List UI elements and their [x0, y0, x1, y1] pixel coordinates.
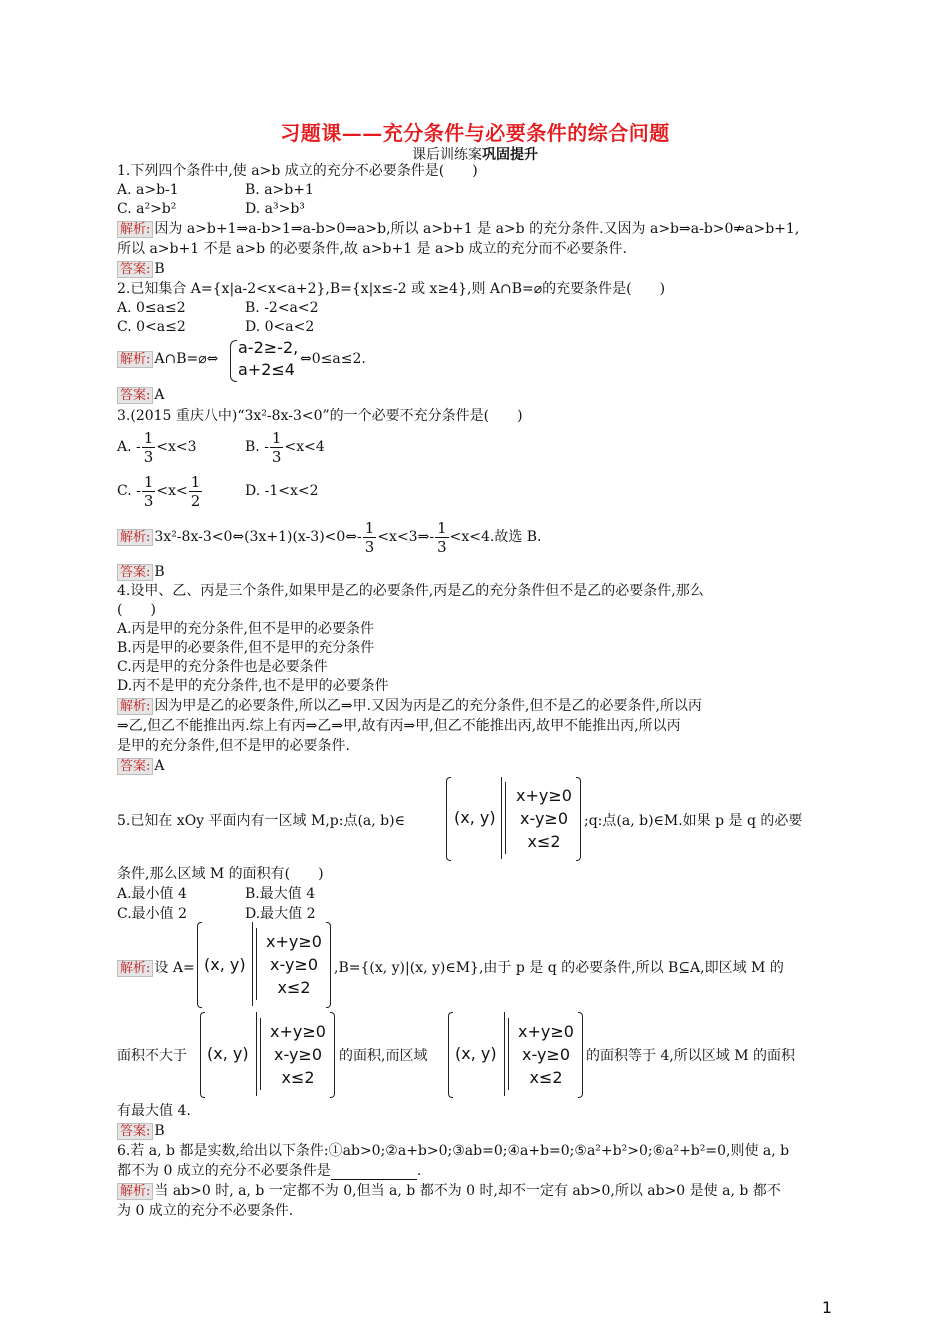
q2-analysis-pre: A∩B=⌀⇔: [154, 351, 219, 367]
q5-option-b: B.最大值 4: [245, 886, 316, 902]
q5-analysis-line1-post: ,B={(x, y)|(x, y)∈M},由于 p 是 q 的必要条件,所以 B⊆A,即区域 M 的: [334, 960, 784, 976]
q2-analysis: [117, 350, 218, 368]
set-close-brace: [578, 1012, 583, 1098]
set-open-brace: [200, 1012, 205, 1098]
answer-label: 答案:: [117, 261, 153, 278]
q1-answer: [117, 260, 165, 278]
q2-answer-value: A: [154, 387, 165, 403]
q4-stem-line1: 4.设甲、乙、丙是三个条件,如果甲是乙的必要条件,丙是乙的充分条件但不是乙的必要条件,那么: [117, 583, 704, 599]
q5-stem-line2: 条件,那么区域 M 的面积有( ): [117, 866, 324, 882]
analysis-label: 解析:: [117, 221, 153, 238]
subtitle-bold: 巩固提升: [482, 147, 538, 163]
q3-stem: 3.(2015 重庆八中)“3x²-8x-3<0”的一个必要不充分条件是( ): [117, 408, 523, 424]
analysis-label: 解析:: [117, 698, 153, 715]
set-bar: [501, 777, 502, 859]
q5-analysis-line3: 有最大值 4.: [117, 1103, 191, 1119]
q1-option-a: A. a>b-1: [117, 182, 179, 198]
q4-answer: [117, 757, 165, 775]
q5-stem-line1-pre: 5.已知在 xOy 平面内有一区域 M,p:点(a, b)∈: [117, 813, 405, 829]
q5-option-c: C.最小值 2: [117, 906, 188, 922]
set-pair: (x, y): [455, 1044, 497, 1063]
page-number: 1: [821, 1298, 832, 1317]
q6-stem-line2: 都不为 0 成立的充分不必要条件是 .: [117, 1163, 422, 1179]
q2-stem: 2.已知集合 A={x|a-2<x<a+2},B={x|x≤-2 或 x≥4},则 A∩B=⌀的充要条件是( ): [117, 281, 666, 297]
q6-answer-blank: [331, 1165, 417, 1180]
q1-answer-value: B: [154, 261, 165, 277]
q4-option-a: A.丙是甲的充分条件,但不是甲的必要条件: [117, 621, 375, 637]
q2-system-row2: a+2≤4: [238, 360, 295, 379]
q2-option-d: D. 0<a<2: [245, 319, 315, 335]
answer-label: 答案:: [117, 758, 153, 775]
q4-stem-line2: ( ): [117, 602, 156, 618]
q2-answer: [117, 386, 165, 404]
q4-option-d: D.丙不是甲的充分条件,也不是甲的必要条件: [117, 678, 389, 694]
set-pair: (x, y): [207, 1044, 249, 1063]
q5-answer: [117, 1122, 165, 1140]
answer-label: 答案:: [117, 387, 153, 404]
q5-answer-value: B: [154, 1123, 165, 1139]
q3-answer: [117, 563, 165, 581]
q1-analysis-line2: 所以 a>b+1 不是 a>b 的必要条件,故 a>b+1 是 a>b 成立的充分而不必要条件.: [117, 241, 627, 257]
q5-stem-line1-post: ;q:点(a, b)∈M.如果 p 是 q 的必要: [584, 813, 803, 829]
q4-answer-value: A: [154, 758, 165, 774]
q1-option-d: D. a³>b³: [245, 201, 305, 217]
set-conditions: x+y≥0 x-y≥0 x≤2: [266, 932, 322, 997]
answer-label: 答案:: [117, 564, 153, 581]
q1-analysis-line1: [117, 220, 799, 238]
q1-analysis-text1: 因为 a>b+1⇒a-b>1⇒a-b>0⇒a>b,所以 a>b+1 是 a>b 的充分条件.又因为 a>b⇒a-b>0⇏a>b+1,: [154, 221, 800, 237]
q5-analysis-line1-pre: 解析: 设 A=: [117, 959, 195, 977]
set-pair: (x, y): [204, 955, 246, 974]
q3-option-b: B. - $\frac{1}{3}$ <x<4: [245, 428, 325, 466]
set-close-brace: [330, 1012, 335, 1098]
q6-analysis-line2: 为 0 成立的充分不必要条件.: [117, 1203, 294, 1219]
q2-option-c: C. 0<a≤2: [117, 319, 186, 335]
analysis-label: 解析:: [117, 1183, 153, 1200]
set-pair: (x, y): [454, 808, 496, 827]
q6-stem-line1: 6.若 a, b 都是实数,给出以下条件:①ab>0;②a+b>0;③ab=0;④a+b=0;⑤a²+b²>0;⑥a²+b²=0,则使 a, b: [117, 1143, 790, 1159]
set-bar: [256, 1012, 257, 1096]
q1-stem: 1.下列四个条件中,使 a>b 成立的充分不必要条件是( ): [117, 163, 478, 179]
q3-option-d: D. -1<x<2: [245, 483, 319, 499]
set-bar: [252, 922, 253, 1006]
set-open-brace: [448, 1012, 453, 1098]
analysis-label: 解析:: [117, 351, 153, 368]
set-open-brace: [446, 777, 451, 861]
q2-system-row1: a-2≥-2,: [238, 338, 299, 357]
q2-system-brace: [230, 340, 237, 382]
set-bar: [504, 1012, 505, 1096]
set-bar: [260, 1018, 261, 1090]
set-conditions: x+y≥0 x-y≥0 x≤2: [270, 1022, 326, 1087]
q6-analysis-line1: 解析: 当 ab>0 时, a, b 一定都不为 0,但当 a, b 都不为 0 时,却不一定有 ab>0,所以 ab>0 是使 a, b 都不: [117, 1182, 781, 1200]
q3-answer-value: B: [154, 564, 165, 580]
q2-option-a: A. 0≤a≤2: [117, 300, 186, 316]
analysis-label: 解析:: [117, 960, 153, 977]
set-conditions: x+y≥0 x-y≥0 x≤2: [518, 1022, 574, 1087]
q2-analysis-post: ⇔0≤a≤2.: [300, 351, 366, 367]
q4-option-c: C.丙是甲的充分条件也是必要条件: [117, 659, 328, 675]
set-bar: [505, 782, 506, 854]
set-close-brace: [326, 922, 331, 1008]
set-bar: [508, 1018, 509, 1090]
answer-label: 答案:: [117, 1123, 153, 1140]
q3-option-c: C. - $\frac{1}{3}$ <x< $\frac{1}{2}$: [117, 472, 201, 510]
q1-option-b: B. a>b+1: [245, 182, 314, 198]
set-bar: [256, 928, 257, 1000]
set-conditions: x+y≥0 x-y≥0 x≤2: [516, 786, 572, 851]
q4-analysis-line3: 是甲的充分条件,但不是甲的必要条件.: [117, 738, 350, 754]
q2-system: [238, 337, 298, 381]
q5-analysis-line2-a: 面积不大于: [117, 1048, 187, 1064]
q4-analysis-line1: 解析: 因为甲是乙的必要条件,所以乙⇒甲.又因为丙是乙的充分条件,但不是乙的必要条件,所以丙: [117, 697, 702, 715]
q5-analysis-line2-b: 的面积,而区域: [339, 1048, 428, 1064]
set-close-brace: [576, 777, 581, 861]
q3-option-a: A. - $\frac{1}{3}$ <x<3: [117, 428, 197, 466]
page-subtitle: [0, 144, 950, 164]
page-title: 习题课——充分条件与必要条件的综合问题: [280, 121, 670, 145]
q3-analysis: 解析: 3x²-8x-3<0⇔(3x+1)(x-3)<0⇔- $\frac{1}{3}$ <x<3⇒- $\frac{1}{3}$ <x<4.故选 B.: [117, 518, 542, 556]
q5-option-a: A.最小值 4: [117, 886, 187, 902]
q2-option-b: B. -2<a<2: [245, 300, 319, 316]
analysis-label: 解析:: [117, 529, 153, 546]
q1-option-c: C. a²>b²: [117, 201, 177, 217]
set-open-brace: [197, 922, 202, 1008]
subtitle-prefix: 课后训练案: [412, 147, 482, 163]
q5-option-d: D.最大值 2: [245, 906, 316, 922]
q4-option-b: B.丙是甲的必要条件,但不是甲的充分条件: [117, 640, 375, 656]
q5-analysis-line2-c: 的面积等于 4,所以区域 M 的面积: [586, 1048, 796, 1064]
q4-analysis-line2: ⇒乙,但乙不能推出丙.综上有丙⇒乙⇒甲,故有丙⇒甲,但乙不能推出丙,故甲不能推出丙,所以丙: [117, 718, 681, 734]
